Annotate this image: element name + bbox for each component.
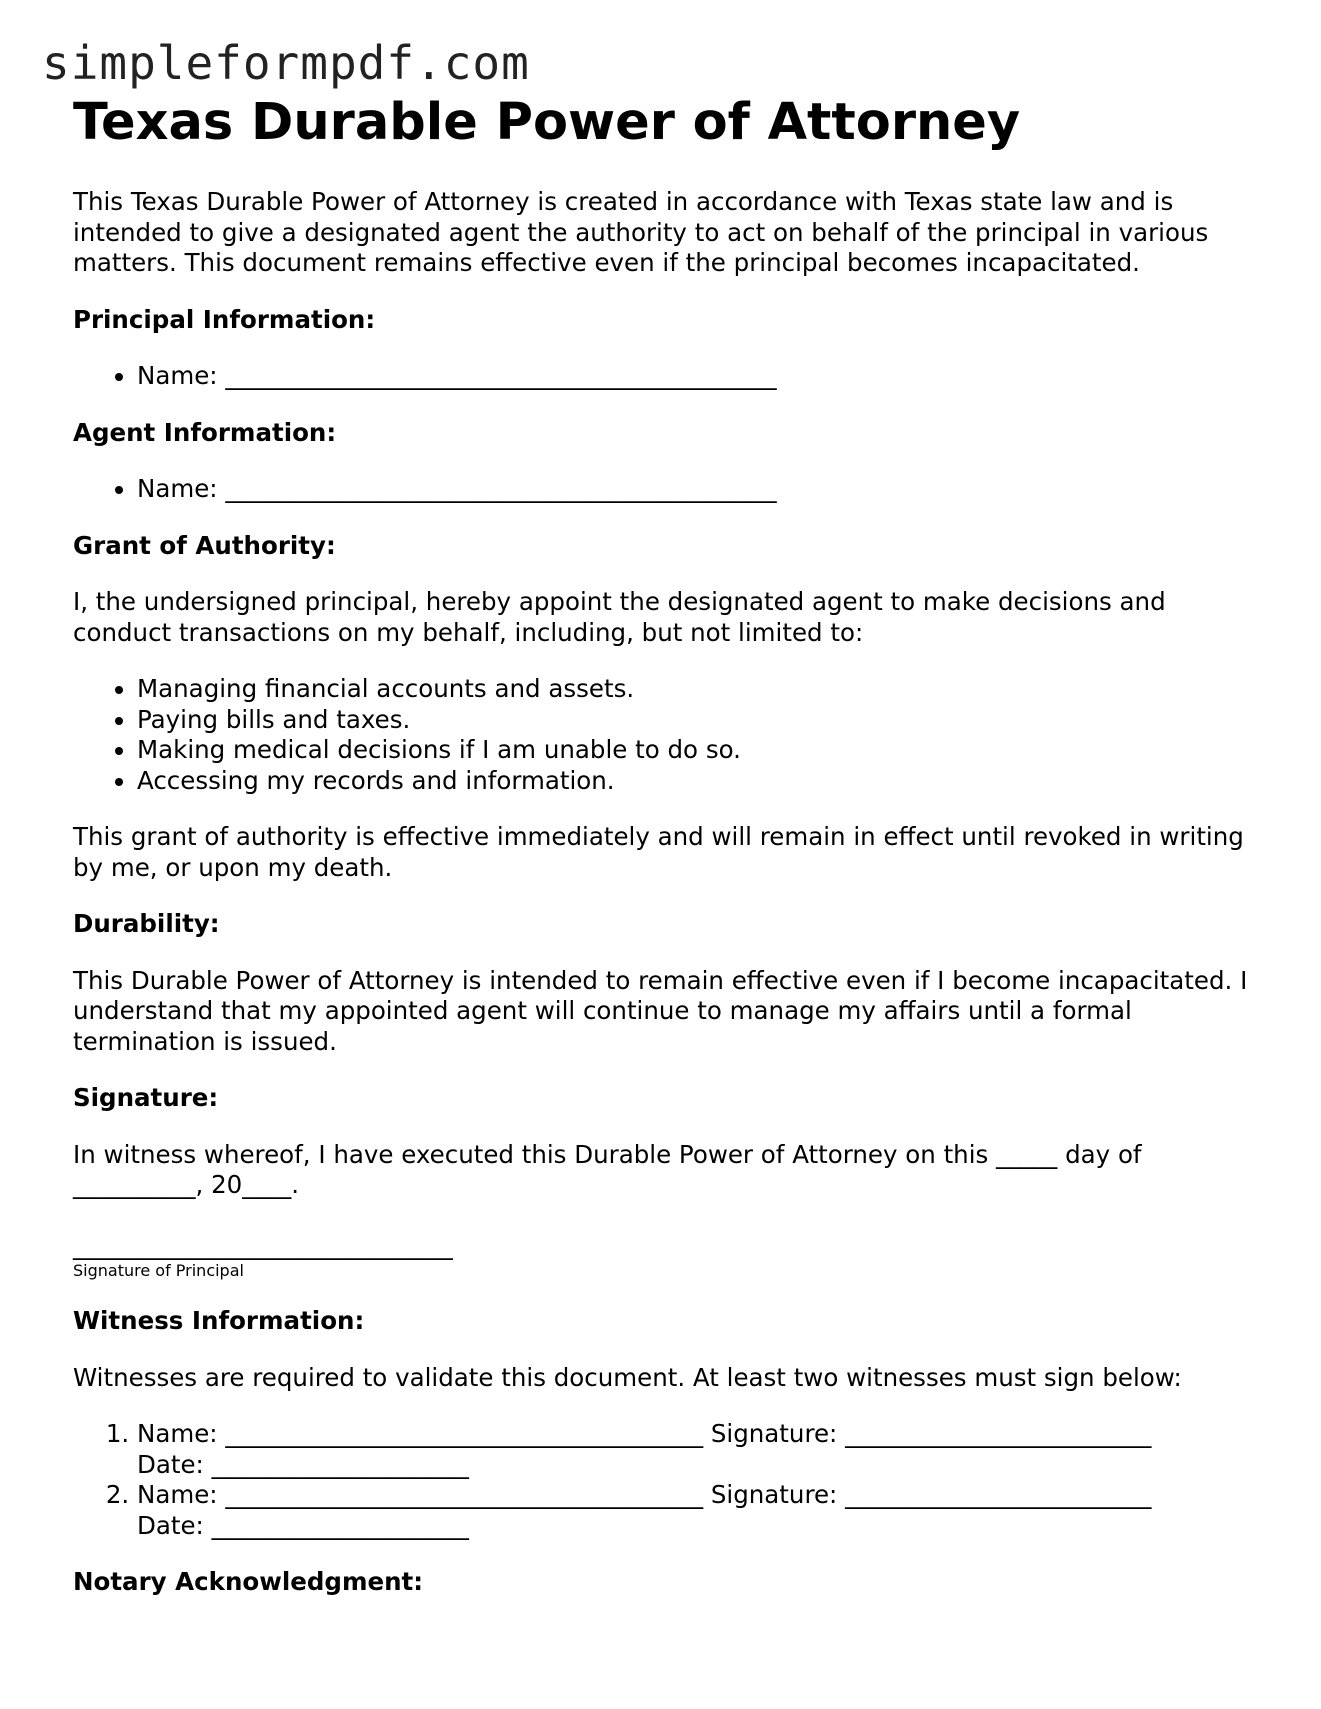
witness-entry xyxy=(137,1419,1263,1480)
witness-2-fields[interactable]: 2. Name: _______________________________________ Signature: _________________________ xyxy=(137,1480,1152,1510)
grant-list xyxy=(73,674,1263,796)
principal-name-field[interactable]: • Name: _____________________________________________ xyxy=(137,361,1263,392)
grant-effective-paragraph: This grant of authority is effective immediately and will remain in effect until revoked in writing by me, or upon my death. xyxy=(73,822,1244,882)
signature-heading: Signature: xyxy=(73,1083,219,1113)
site-watermark: simpleformpdf.com xyxy=(42,36,530,90)
list-item: • Paying bills and taxes. xyxy=(137,705,1263,736)
witness-1-fields[interactable]: 1. Name: _______________________________________ Signature: _________________________ xyxy=(137,1419,1152,1449)
witness-paragraph: Witnesses are required to validate this document. At least two witnesses must sign below: xyxy=(73,1362,1182,1392)
principal-list xyxy=(73,361,1263,392)
list-item: • Making medical decisions if I am unable to do so. xyxy=(137,735,1263,766)
witness-entry xyxy=(137,1480,1263,1541)
list-item: • Accessing my records and information. xyxy=(137,766,1263,797)
list-item: • Managing financial accounts and assets. xyxy=(137,674,1263,705)
intro-paragraph: This Texas Durable Power of Attorney is created in accordance with Texas state law and is intended to give a designated agent the authority to act on behalf of the principal in various matters. This document remains effective even if the principal becomes incapacitated. xyxy=(73,187,1209,278)
witness-heading: Witness Information: xyxy=(73,1306,365,1336)
document-title: Texas Durable Power of Attorney xyxy=(73,93,1021,152)
principal-signature-line[interactable]: _______________________________ xyxy=(73,1230,453,1260)
grant-heading: Grant of Authority: xyxy=(73,530,336,560)
witness-list xyxy=(73,1419,1263,1541)
principal-signature-label: Signature of Principal xyxy=(73,1261,244,1281)
document-body xyxy=(73,92,1263,1624)
notary-heading: Notary Acknowledgment: xyxy=(73,1567,424,1597)
durability-paragraph: This Durable Power of Attorney is intended to remain effective even if I become incapacitated. I understand that my appointed agent will continue to manage my affairs until a formal termination is issued. xyxy=(73,965,1248,1056)
durability-heading: Durability: xyxy=(73,909,220,939)
witness-1-date[interactable]: Date: _____________________ xyxy=(137,1449,469,1479)
agent-name-field[interactable]: • Name: _____________________________________________ xyxy=(137,474,1263,505)
agent-list xyxy=(73,474,1263,505)
agent-heading: Agent Information: xyxy=(73,417,337,447)
witness-2-date[interactable]: Date: _____________________ xyxy=(137,1510,469,1540)
principal-heading: Principal Information: xyxy=(73,304,376,334)
grant-paragraph: I, the undersigned principal, hereby appoint the designated agent to make decisions and conduct transactions on my behalf, including, but not limited to: xyxy=(73,587,1166,647)
signature-paragraph[interactable]: In witness whereof, I have executed this Durable Power of Attorney on this _____ day of __________, 20____. xyxy=(73,1139,1142,1200)
